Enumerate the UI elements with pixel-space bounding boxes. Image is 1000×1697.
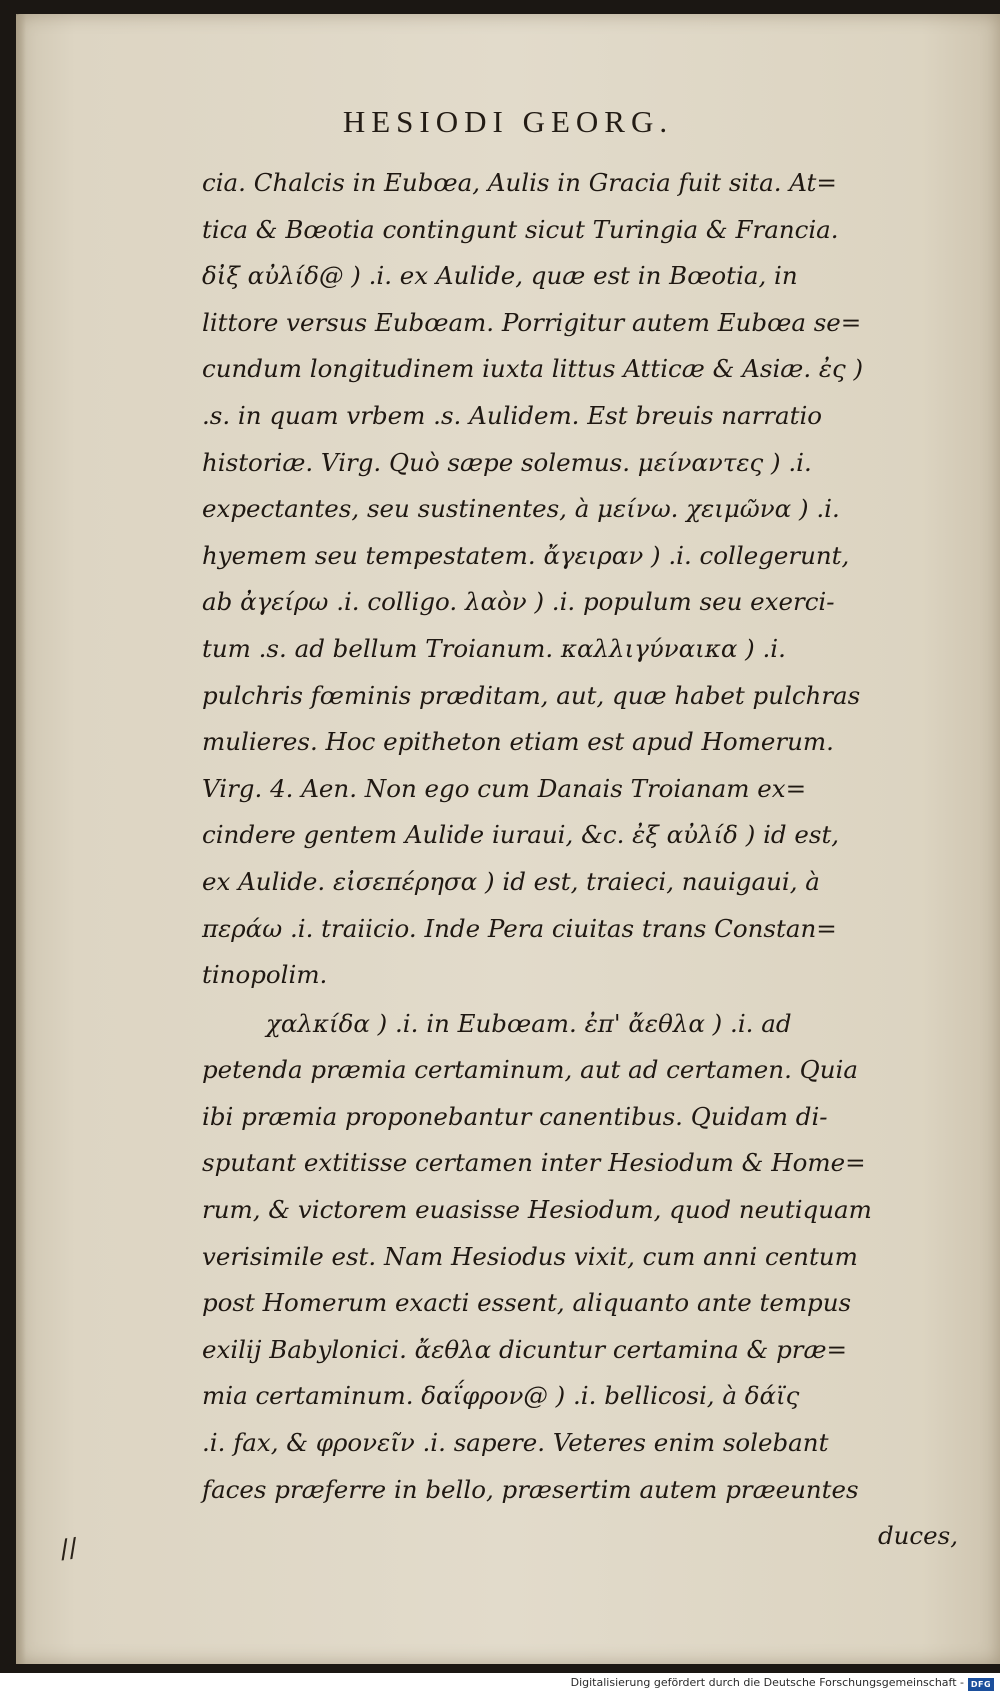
text-line: expectantes, seu sustinentes, à μείνω. χειμῶνα ) .i. [202,494,840,524]
text-line: tum .s. ad bellum Troianum. καλλιγύναικα ) .i. [202,633,786,663]
text-line: exilij Babylonici. ἄεθλα dicuntur certamina & præ= [202,1334,848,1364]
text-line: post Homerum exacti essent, aliquanto ante tempus [202,1288,852,1318]
text-line: tinopolim. [202,960,328,990]
text-line: littore versus Eubœam. Porrigitur autem Eubœa se= [202,307,862,337]
text-line: petenda præmia certaminum, aut ad certamen. Quia [202,1055,858,1085]
text-line: cundum longitudinem iuxta littus Atticæ & Asiæ. ἐς ) [202,354,864,384]
text-line: verisimile est. Nam Hesiodus vixit, cum anni centum [202,1241,858,1271]
text-line: cia. Chalcis in Eubœa, Aulis in Gracia fuit sita. At= [202,168,837,197]
text-line: ex Aulide. εἰσεπέρησα ) id est, traieci, nauigaui, à [202,866,820,896]
text-line: δἰξ αὐλίδ@ ) .i. ex Aulide, quæ est in Bœotia, in [202,261,798,291]
margin-mark: // [57,1532,80,1566]
text-line: cindere gentem Aulide iuraui, &c. ἐξ αὐλίδ ) id est, [202,820,840,850]
running-head: HESIODI GEORG. [342,104,674,139]
text-line: περάω .i. traiicio. Inde Pera ciuitas trans Constan= [202,913,837,943]
digitization-footer [0,1673,1000,1697]
text-line: pulchris fœminis præditam, aut, quæ habet pulchras [202,680,861,710]
page-edge-shadow [16,14,26,1664]
text-line: sputant extitisse certamen inter Hesiodum & Home= [202,1148,866,1178]
text-line: Virg. 4. Aen. Non ego cum Danais Troianam ex= [202,773,807,803]
catchword: duces, [877,1521,958,1551]
text-line: hyemem seu tempestatem. ἄγειραν ) .i. collegerunt, [202,540,850,570]
commentary-text [202,160,958,1560]
text-line: .i. fax, & φρονεῖν .i. sapere. Veteres enim solebant [202,1428,829,1458]
text-line: historiæ. Virg. Quò sæpe solemus. μείναντες ) .i. [202,447,812,477]
text-line: mulieres. Hoc epitheton etiam est apud Homerum. [202,727,834,757]
text-line: rum, & victorem euasisse Hesiodum, quod neutiquam [202,1195,872,1225]
book-page [16,14,1000,1664]
text-line: mia certaminum. δαΐφρον@ ) .i. bellicosi, à δάϊς [202,1381,800,1411]
text-line: ab ἀγείρω .i. colligo. λαὸν ) .i. populum seu exerci- [202,587,835,617]
dfg-logo: DFG [968,1678,994,1691]
text-line: .s. in quam vrbem .s. Aulidem. Est breuis narratio [202,400,823,430]
text-line: χαλκίδα ) .i. in Eubœam. ἐπ' ἄεθλα ) .i. ad [266,1008,792,1038]
funding-credit: Digitalisierung gefördert durch die Deutsche Forschungsgemeinschaft - [570,1676,964,1689]
text-line: faces præferre in bello, præsertim autem præeuntes [202,1474,859,1504]
text-line: ibi præmia proponebantur canentibus. Quidam di- [202,1101,828,1131]
text-line: tica & Bœotia contingunt sicut Turingia & Francia. [202,214,839,244]
